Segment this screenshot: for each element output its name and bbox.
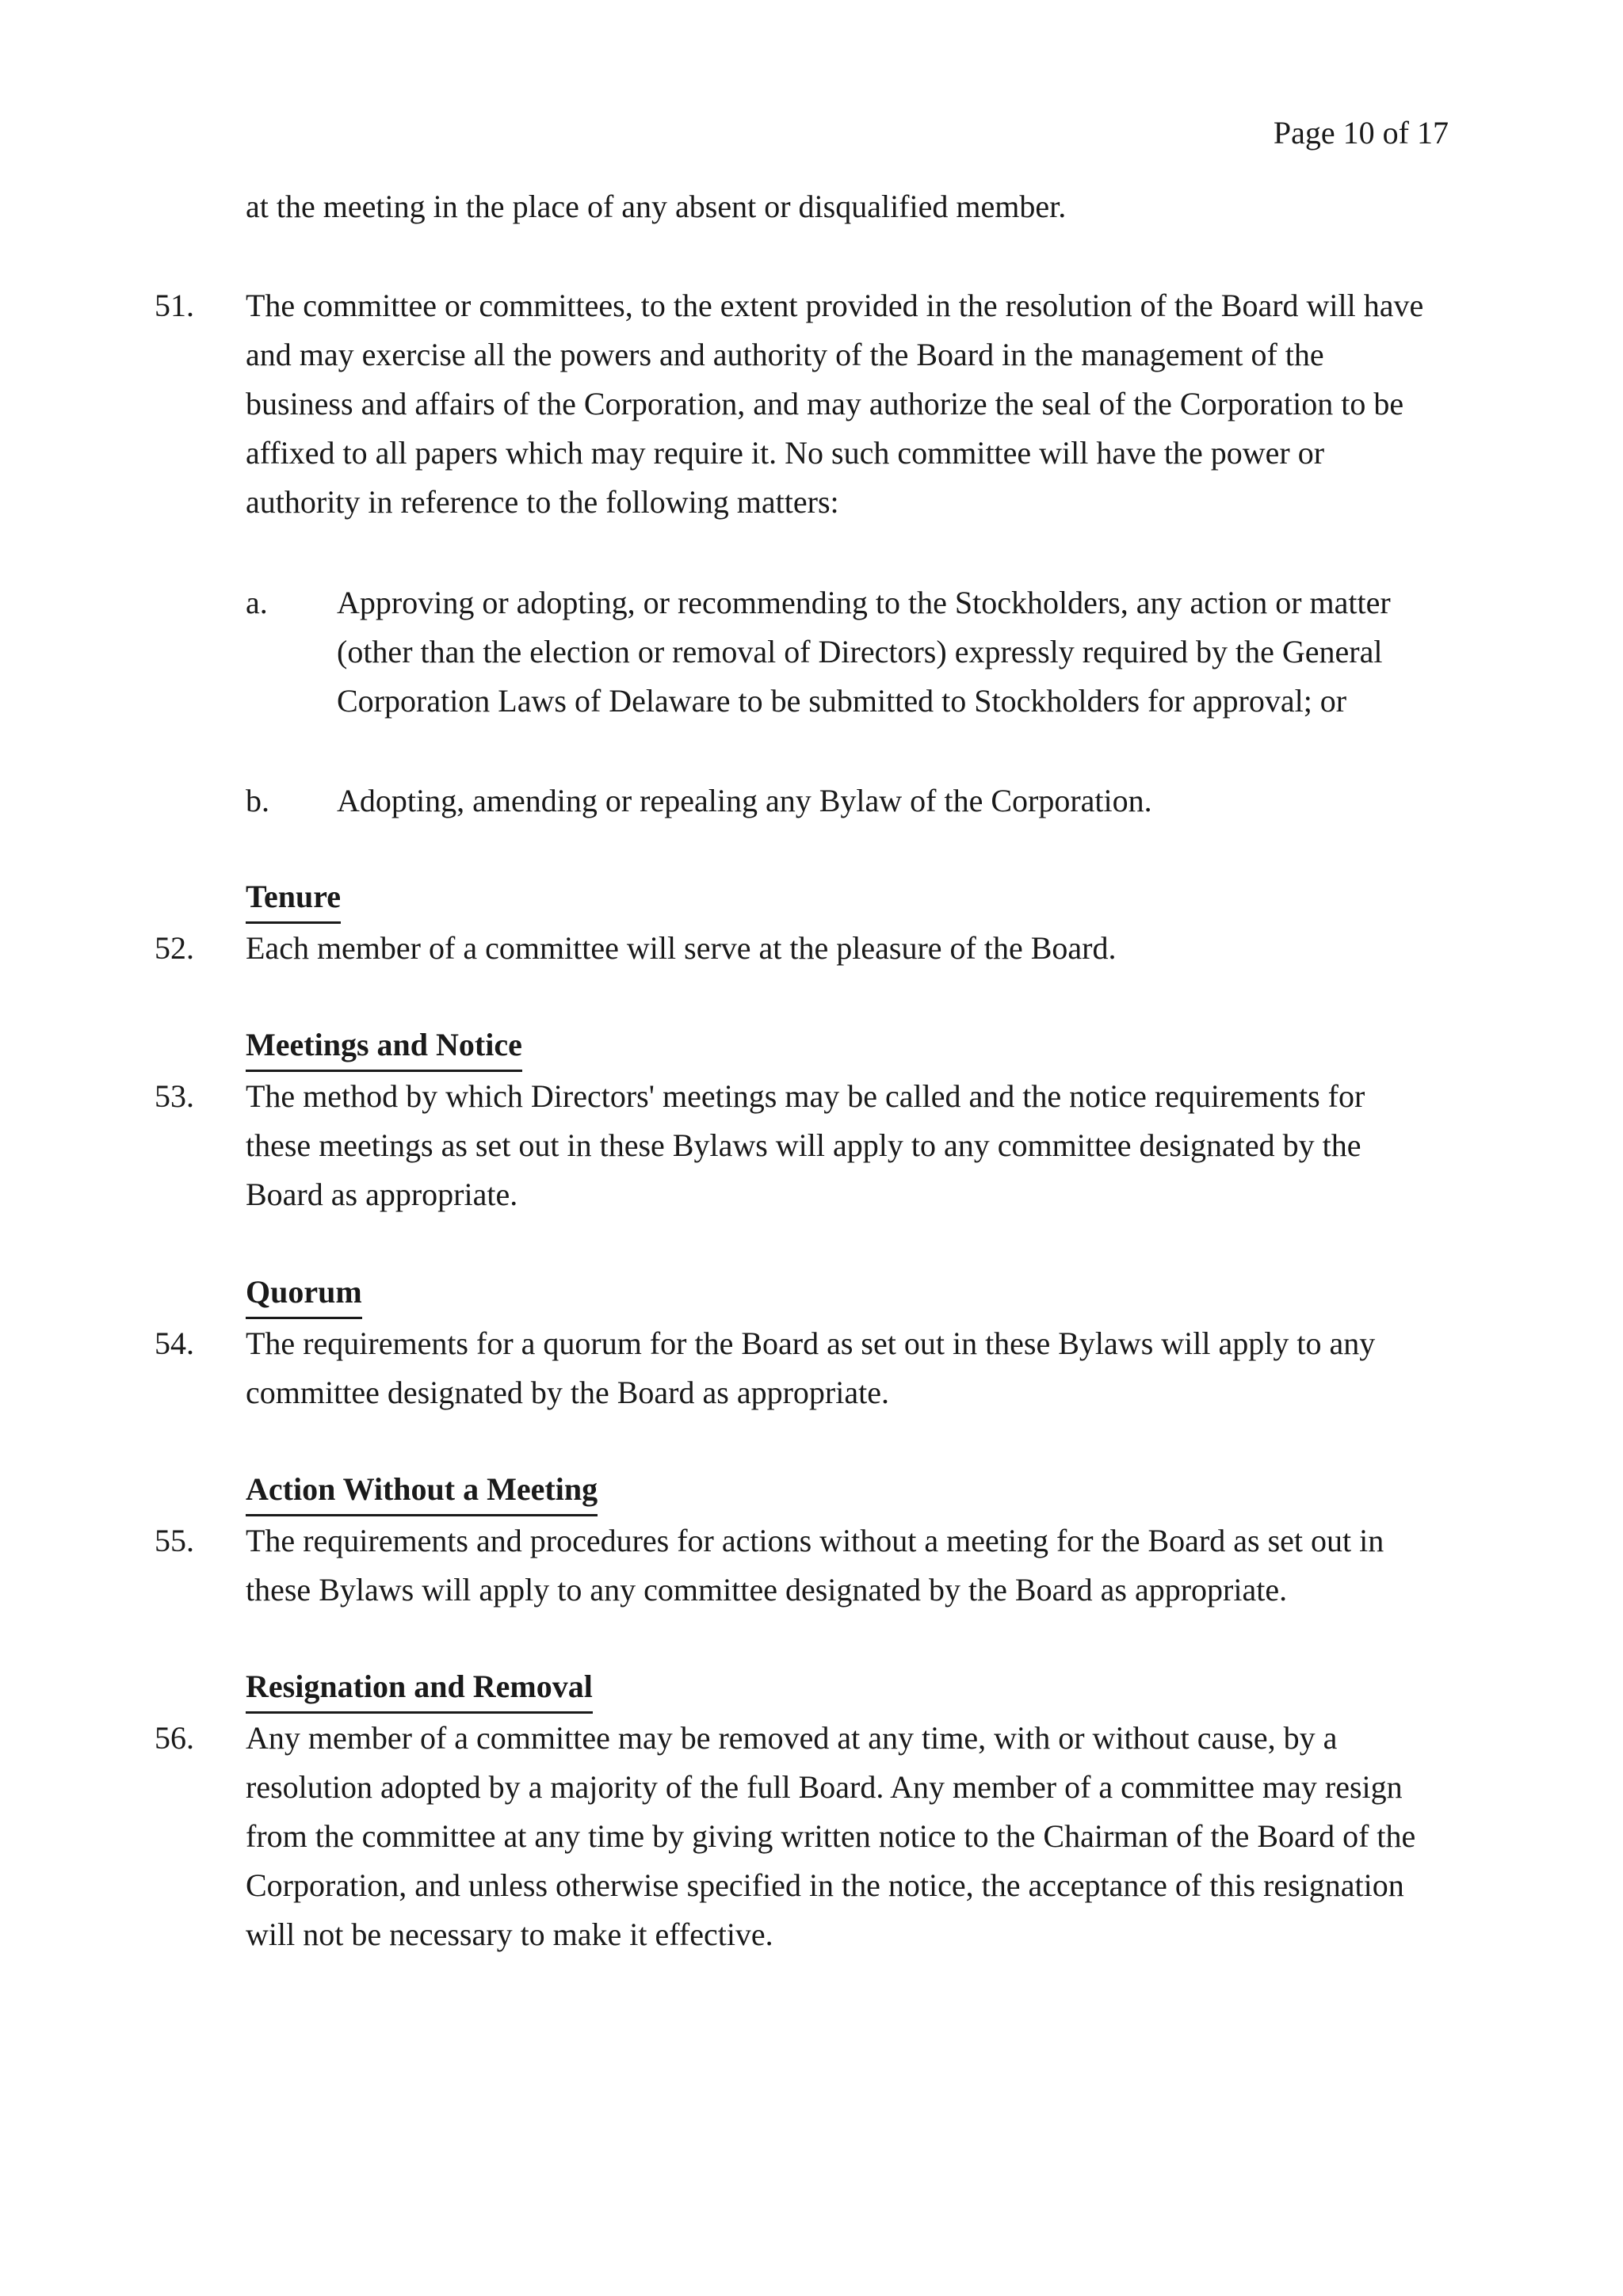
- sub-item-a-letter: a.: [246, 585, 268, 620]
- text-line: The committee or committees, to the extent provided in the resolution of the Board will have: [246, 288, 1424, 323]
- text-line: from the committee at any time by giving written notice to the Chairman of the Board of the: [246, 1818, 1416, 1854]
- sub-item-b-letter: b.: [246, 783, 269, 818]
- section-heading-resignation-and-removal: Resignation and Removal: [246, 1664, 593, 1714]
- clause-56-text: [246, 1714, 1490, 1959]
- text-line: The requirements and procedures for actions without a meeting for the Board as set out in: [246, 1523, 1384, 1558]
- text-line: Any member of a committee may be removed at any time, with or without cause, by a: [246, 1720, 1338, 1756]
- page-number: Page 10 of 17: [1273, 115, 1449, 151]
- sub-item-b-text: [337, 776, 1494, 826]
- sub-item-a-text: [337, 578, 1494, 726]
- text-line: these Bylaws will apply to any committee designated by the Board as appropriate.: [246, 1572, 1288, 1608]
- text-line: authority in reference to the following matters:: [246, 484, 839, 520]
- text-line: business and affairs of the Corporation, and may authorize the seal of the Corporation to be: [246, 386, 1404, 421]
- text-line: Corporation Laws of Delaware to be submitted to Stockholders for approval; or: [337, 683, 1347, 719]
- clause-51-text: [246, 281, 1490, 527]
- text-line: will not be necessary to make it effective.: [246, 1917, 773, 1952]
- text-line: Corporation, and unless otherwise specified in the notice, the acceptance of this resignation: [246, 1867, 1404, 1903]
- clause-55-number: 55.: [155, 1523, 194, 1558]
- text-line: Approving or adopting, or recommending to the Stockholders, any action or matter: [337, 585, 1391, 620]
- text-line: affixed to all papers which may require it. No such committee will have the power or: [246, 435, 1325, 471]
- text-line: resolution adopted by a majority of the full Board. Any member of a committee may resign: [246, 1769, 1403, 1805]
- clause-52-number: 52.: [155, 930, 194, 966]
- clause-54-number: 54.: [155, 1325, 194, 1361]
- clause-53-text: [246, 1072, 1490, 1219]
- section-heading-action-without-a-meeting: Action Without a Meeting: [246, 1466, 598, 1516]
- section-heading-tenure: Tenure: [246, 874, 341, 924]
- clause-56-number: 56.: [155, 1720, 194, 1756]
- clause-52-text: [246, 924, 1490, 973]
- continuation-text: at the meeting in the place of any absent or disqualified member.: [246, 189, 1067, 224]
- clause-54-text: [246, 1319, 1490, 1417]
- text-line: The requirements for a quorum for the Board as set out in these Bylaws will apply to any: [246, 1325, 1376, 1361]
- text-line: Adopting, amending or repealing any Bylaw of the Corporation.: [337, 783, 1152, 818]
- text-line: and may exercise all the powers and authority of the Board in the management of the: [246, 337, 1324, 372]
- text-line: Board as appropriate.: [246, 1177, 518, 1212]
- text-line: Each member of a committee will serve at the pleasure of the Board.: [246, 930, 1117, 966]
- section-heading-quorum: Quorum: [246, 1269, 362, 1319]
- text-line: (other than the election or removal of Directors) expressly required by the General: [337, 634, 1383, 669]
- text-line: The method by which Directors' meetings may be called and the notice requirements for: [246, 1078, 1365, 1114]
- clause-55-text: [246, 1516, 1490, 1615]
- section-heading-meetings-and-notice: Meetings and Notice: [246, 1022, 522, 1072]
- clause-51-number: 51.: [155, 288, 194, 323]
- clause-53-number: 53.: [155, 1078, 194, 1114]
- text-line: committee designated by the Board as appropriate.: [246, 1375, 889, 1410]
- text-line: these meetings as set out in these Bylaws will apply to any committee designated by the: [246, 1127, 1361, 1163]
